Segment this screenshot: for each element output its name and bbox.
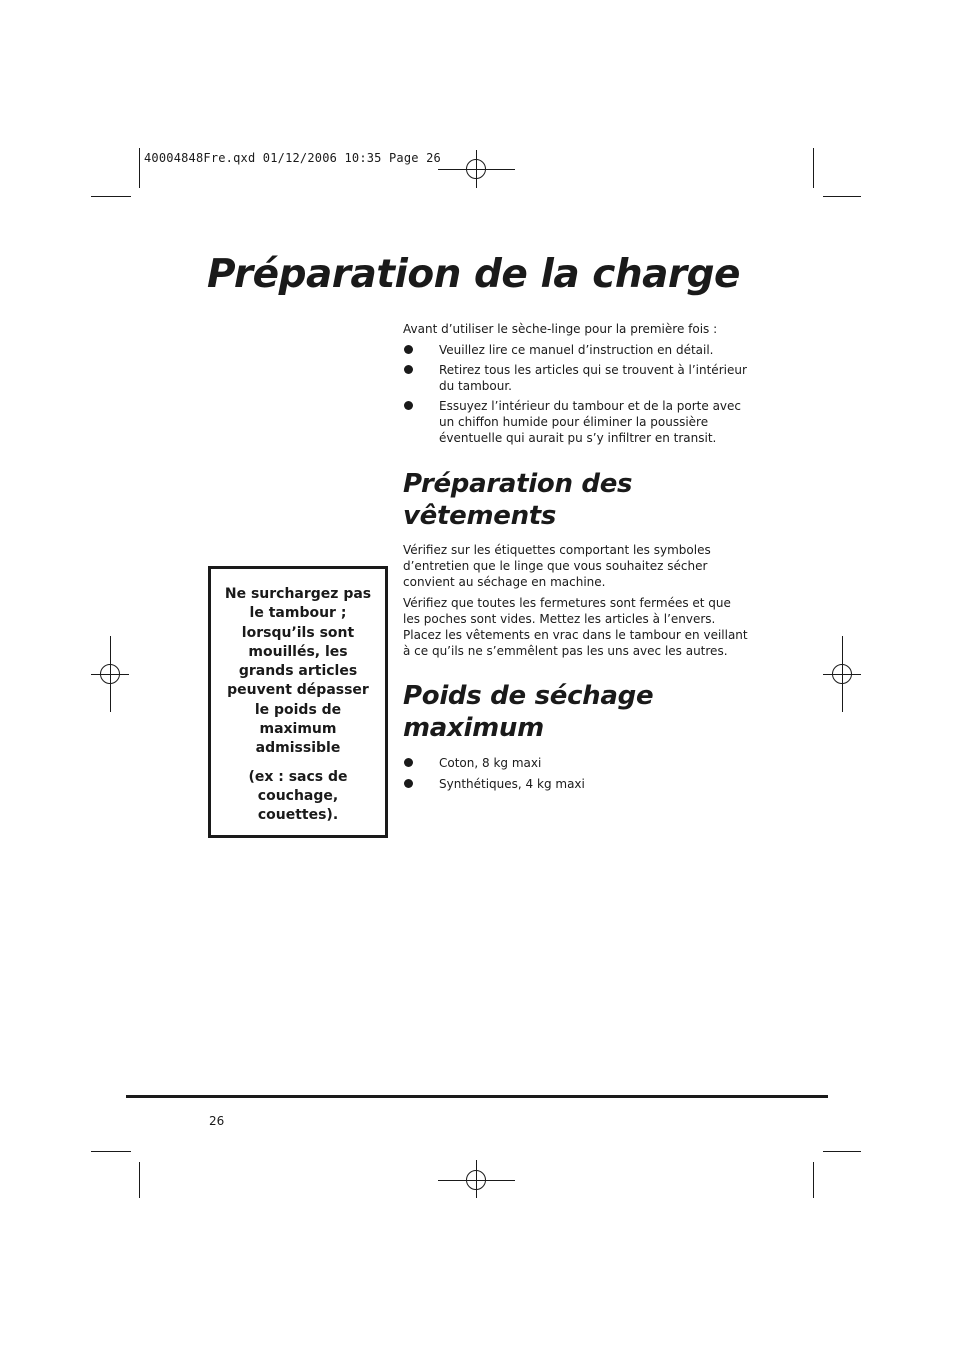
warning-text: Ne surchargez pas le tambour ; lorsqu’ils sont mouillés, les grands articles peuvent dépasser le poids de maximum admissible: [224, 586, 372, 757]
print-slug: 40004848Fre.qxd 01/12/2006 10:35 Page 26: [144, 151, 441, 165]
bullet-icon: [404, 758, 413, 767]
bullet-icon: [404, 779, 413, 788]
footer-rule: [126, 1095, 828, 1098]
bullet-icon: [404, 365, 413, 374]
bullet-icon: [404, 345, 413, 354]
section-heading-weight: Poids de séchage maximum: [403, 681, 654, 743]
warning-example: (ex : sacs de couchage, couettes).: [248, 768, 348, 824]
paragraph: Vérifiez sur les étiquettes comportant les symboles d’entretien que le linge que vous souhaitez sécher convient au séchage en machine.: [403, 543, 711, 589]
paragraph: Vérifiez que toutes les fermetures sont fermées et que les poches sont vides. Mettez les articles à l’envers. Placez les vêtements en vrac dans le tambour en veillant à ce qu’ils ne s’emmêlent pas les uns avec les autres.: [403, 596, 748, 658]
section-heading-clothes: Préparation des vêtements: [403, 469, 633, 531]
warning-box: [208, 566, 388, 838]
bullet-icon: [404, 401, 413, 410]
page-number: 26: [209, 1114, 225, 1128]
page-title: Préparation de la charge: [207, 252, 741, 297]
intro-lead: Avant d’utiliser le sèche-linge pour la première fois :: [403, 322, 718, 336]
